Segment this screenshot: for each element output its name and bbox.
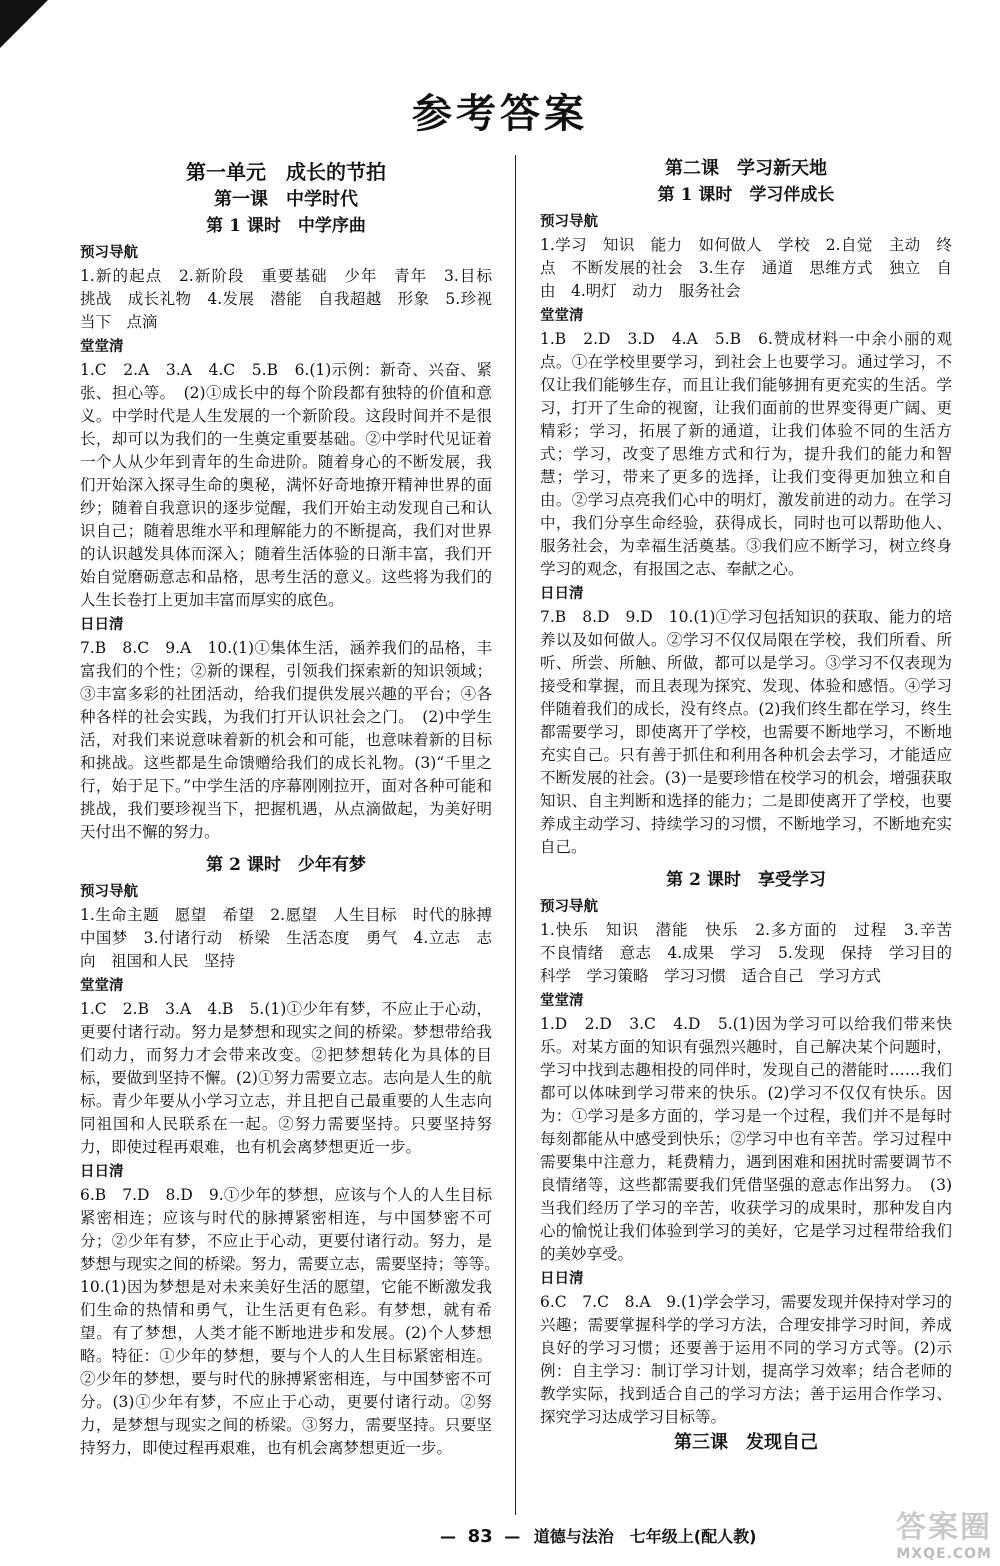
footer-dash: —: [504, 1527, 521, 1546]
preview-answers: 1.学习 知识 能力 如何做人 学校 2.自觉 主动 终点 不断发展的社会 3.生存 通道 思维方式 独立 自由 4.明灯 动力 服务社会: [540, 236, 952, 300]
section-label-preview: 预习导航: [540, 214, 598, 230]
unit-title: 第一单元 成长的节拍: [186, 160, 386, 184]
daily-answers: 6.B 7.D 8.D 9.①少年的梦想，应该与个人的人生目标紧密相连；应该与时代的脉搏紧密相连，与中国梦密不可分；②少年有梦，不应止于心动，更要付诸行动。努力，是梦想与现实之间的桥梁。努力，需要立志，需要坚持；等等。 10.(1)因为梦想是对未来美好生活的愿望，它能不断激发我们生命的热情和勇气，让生活更有色彩。有梦想，就有希望。有了梦想，人类才能不断地进步和发展。(2)个人梦想略。特征：①少年的梦想，要与个人的人生目标紧密相连。②少年的梦想，要与时代的脉搏紧密相连，与中国梦密不可分。(3)①少年有梦，不应止于心动，更要付诸行动。②努力，是梦想与现实之间的桥梁。③努力，需要坚持。只要坚持努力，即使过程再艰难，也有机会离梦想更近一步。: [80, 1186, 508, 1457]
column-divider: [515, 155, 516, 1515]
book-title: 道德与法治 七年级上(配人教): [533, 1527, 757, 1546]
section-label-class: 堂堂清: [540, 308, 584, 324]
watermark-logo: [817, 1502, 992, 1560]
class-answers: 1.C 2.A 3.A 4.C 5.B 6.(1)示例：新奇、兴奋、紧张、担心等。 (2)①成长中的每个阶段都有独特的价值和意义。中学时代是人生发展的一个新阶段。这段时间并不是很长，却可以为我们的一生奠定重要基础。②中学时代见证着一个人从少年到青年的生命进阶。随着身心的不断发展，我们开始深入探寻生命的奥秘，满怀好奇地撩开精神世界的面纱；随着自我意识的逐步觉醒，我们开始主动发现自己和认识自己；随着思维水平和理解能力的不断提高，我们对世界的认识越发具体而深入；随着生活体验的日渐丰富，我们开始自觉磨砺意志和品格，思考生活的意义。这些将为我们的人生长卷打上更加丰富而厚实的底色。: [80, 361, 492, 609]
page-number: 83: [467, 1526, 493, 1547]
section-label-class: 堂堂清: [540, 993, 584, 1009]
left-column: [80, 155, 508, 1460]
right-column: [540, 155, 968, 1458]
section-label-preview: 预习导航: [80, 884, 138, 900]
section-label-daily: 日日清: [80, 1164, 124, 1180]
section-label-daily: 日日清: [540, 1271, 584, 1287]
preview-answers: 1.生命主题 愿望 希望 2.愿望 人生目标 时代的脉搏 中国梦 3.付诸行动 桥梁 生活态度 勇气 4.立志 志向 祖国和人民 坚持: [80, 906, 508, 970]
period-title: 第 2 课时 享受学习: [666, 870, 826, 890]
page-title: 参考答案: [412, 90, 588, 137]
class-answers: 1.C 2.B 3.A 4.B 5.(1)①少年有梦，不应止于心动，更要付诸行动。努力是梦想和现实之间的桥梁。梦想带给我们动力，而努力才会带来改变。②把梦想转化为具体的目标，要做到坚持不懈。(2)①努力需要立志。志向是人生的航标。青少年要从小学习立志，并且把自己最重要的人生志向同祖国和人民联系在一起。②努力需要坚持。只要坚持努力，即使过程再艰难，也有机会离梦想更近一步。: [80, 1000, 492, 1156]
period-title: 第 1 课时 中学序曲: [206, 216, 366, 236]
period-title: 第 2 课时 少年有梦: [206, 855, 366, 875]
section-label-class: 堂堂清: [80, 339, 124, 355]
corner-mark: [0, 0, 48, 48]
period-title: 第 1 课时 学习伴成长: [657, 185, 835, 205]
class-answers: 1.B 2.D 3.D 4.A 5.B 6.赞成材料一中余小丽的观点。①在学校里要学习，到社会上也要学习。通过学习，不仅让我们能够生存，而且让我们能够拥有更充实的生活。学习，打开了生命的视窗，让我们面前的世界变得更广阔、更精彩；学习，拓展了新的通道，让我们体验不同的生活方式；学习，改变了思维方式和行为，提升我们的能力和智慧；学习，带来了更多的选择，让我们变得更加独立和自由。②学习点亮我们心中的明灯，激发前进的动力。在学习中，我们分享生命经验，获得成长，同时也可以帮助他人、服务社会，为幸福生活奠基。③我们应不断学习，树立终身学习的观念，有报国之志、奉献之心。: [540, 330, 952, 578]
lesson-title: 第二课 学习新天地: [665, 158, 827, 179]
section-label-class: 堂堂清: [80, 978, 124, 994]
preview-answers: 1.快乐 知识 潜能 快乐 2.多方面的 过程 3.辛苦 不良情绪 意志 4.成果 学习 5.发现 保持 学习目的 科学 学习策略 学习习惯 适合自己 学习方式: [540, 921, 968, 985]
footer-dash: —: [440, 1527, 456, 1546]
section-label-preview: 预习导航: [540, 899, 598, 915]
watermark-url: MXQE.COM: [896, 1546, 992, 1562]
watermark-text: 答案圈: [896, 1510, 992, 1545]
daily-answers: 7.B 8.D 9.D 10.(1)①学习包括知识的获取、能力的培养以及如何做人。②学习不仅仅局限在学校，我们所看、所听、所尝、所触、所做，都可以是学习。③学习不仅表现为接受和掌握，而且表现为探究、发现、体验和感悟。④学习伴随着我们的成长，没有终点。(2)我们终生都在学习，终生都需要学习，即使离开了学校，也需要不断地学习，不断地充实自己。只有善于抓住和利用各种机会去学习，才能适应不断发展的社会。(3)一是要珍惜在校学习的机会，增强获取知识、自主判断和选择的能力；二是即使离开了学校，也要养成主动学习、持续学习的习惯，不断地学习，不断地充实自己。: [540, 608, 952, 856]
daily-answers: 7.B 8.C 9.A 10.(1)①集体生活，涵养我们的品格，丰富我们的个性；②新的课程，引领我们探索新的知识领域；③丰富多彩的社团活动，给我们提供发展兴趣的平台；④各种各样的社会实践，为我们打开认识社会之门。 (2)中学生活，对我们来说意味着新的机会和可能，也意味着新的目标和挑战。这些都是生命馈赠给我们的成长礼物。(3)“千里之行，始于足下。”中学生活的序幕刚刚拉开，面对各种可能和挑战，我们要珍视当下，把握机遇，从点滴做起，为美好明天付出不懈的努力。: [80, 639, 492, 841]
section-label-daily: 日日清: [540, 586, 584, 602]
class-answers: 1.D 2.D 3.C 4.D 5.(1)因为学习可以给我们带来快乐。对某方面的知识有强烈兴趣时，自己解决某个问题时，学习中找到志趣相投的同伴时，发现自己的潜能时……我们都可以体味到学习带来的快乐。(2)学习不仅仅有快乐。因为：①学习是多方面的，学习是一个过程，我们并不是每时每刻都能从中感受到快乐；②学习中也有辛苦。学习过程中需要集中注意力，耗费精力，遇到困难和困扰时需要调节不良情绪等，这些都需要我们凭借坚强的意志作出努力。 (3)当我们经历了学习的辛苦，收获学习的成果时，那种发自内心的愉悦让我们体验到学习的美好，它是学习过程带给我们的美妙享受。: [540, 1015, 952, 1263]
section-label-preview: 预习导航: [80, 245, 138, 261]
page-footer: [440, 1524, 756, 1547]
section-label-daily: 日日清: [80, 617, 124, 633]
lesson-title: 第一课 中学时代: [214, 189, 358, 210]
next-lesson-title: 第三课 发现自己: [674, 1432, 818, 1453]
preview-answers: 1.新的起点 2.新阶段 重要基础 少年 青年 3.目标 挑战 成长礼物 4.发展 潜能 自我超越 形象 5.珍视当下 点滴: [80, 267, 508, 331]
daily-answers: 6.C 7.C 8.A 9.(1)学会学习，需要发现并保持对学习的兴趣；需要掌握科学的学习方法，合理安排学习时间，养成良好的学习习惯；还要善于运用不同的学习方式等。(2)示例：自主学习：制订学习计划，提高学习效率；结合老师的教学实际，找到适合自己的学习方法；善于运用合作学习、探究学习达成学习目标等。: [540, 1293, 952, 1426]
